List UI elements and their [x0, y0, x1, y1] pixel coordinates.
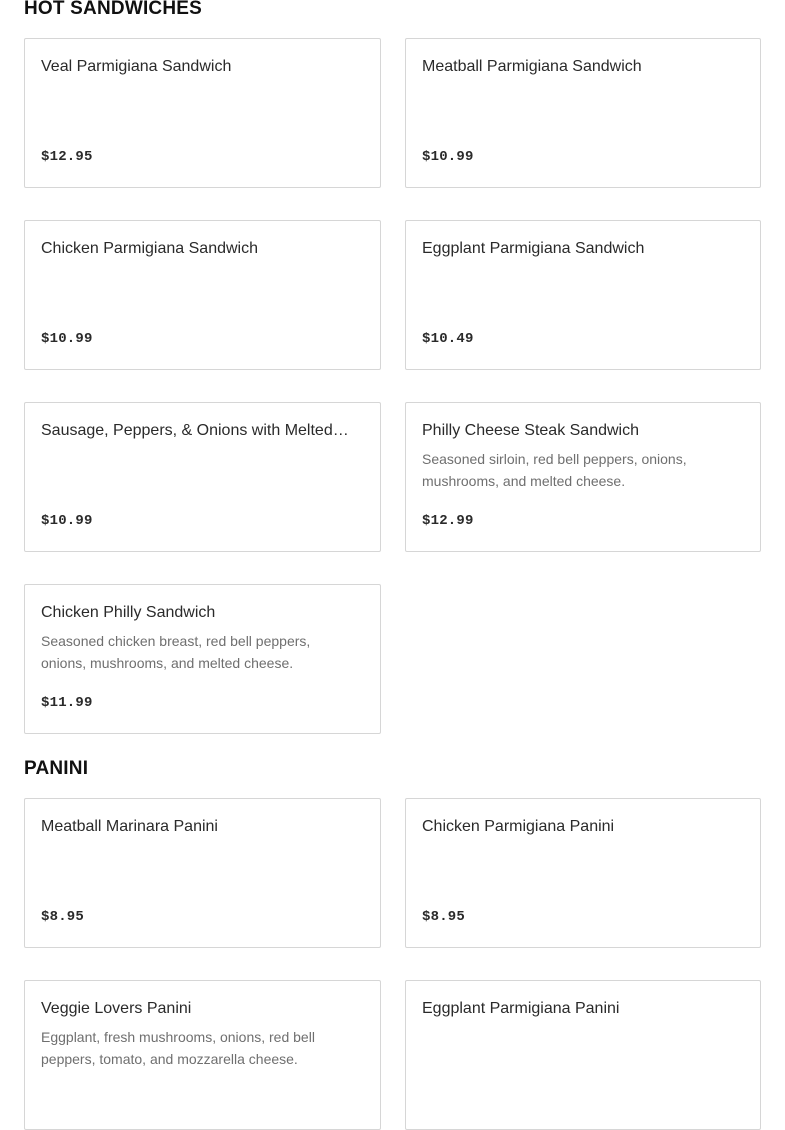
menu-item-name: Sausage, Peppers, & Onions with Melted…: [41, 422, 349, 439]
menu-item-card[interactable]: [24, 798, 381, 948]
menu-item-name: Meatball Parmigiana Sandwich: [422, 58, 642, 75]
menu-item-description: Seasoned chicken breast, red bell peppers, onions, mushrooms, and melted cheese.: [41, 633, 311, 671]
menu-item-description: Seasoned sirloin, red bell peppers, onions, mushrooms, and melted cheese.: [422, 451, 687, 489]
menu-item-price: $10.49: [422, 331, 474, 347]
menu-item-card[interactable]: [24, 980, 381, 1130]
menu-item-name: Meatball Marinara Panini: [41, 818, 218, 835]
menu-item-card[interactable]: [24, 38, 381, 188]
menu-item-description: Eggplant, fresh mushrooms, onions, red bell peppers, tomato, and mozzarella cheese.: [41, 1029, 315, 1067]
menu-item-card[interactable]: [405, 980, 761, 1130]
menu-item-price: $11.99: [41, 695, 93, 711]
menu-item-price: $10.99: [41, 513, 93, 529]
menu-grid-hot-sandwiches: [24, 38, 761, 734]
menu-item-name: Chicken Philly Sandwich: [41, 604, 216, 621]
menu-item-price: $8.95: [422, 909, 466, 925]
menu-item-price: $10.99: [41, 331, 93, 347]
menu-item-card[interactable]: [24, 220, 381, 370]
menu-item-card[interactable]: [24, 584, 381, 734]
menu-item-price: $10.99: [422, 149, 474, 165]
menu-item-name: Veal Parmigiana Sandwich: [41, 58, 232, 75]
menu-item-card[interactable]: [405, 402, 761, 552]
menu-item-name: Eggplant Parmigiana Sandwich: [422, 240, 645, 257]
menu-item-name: Veggie Lovers Panini: [41, 1000, 192, 1017]
section-title-hot-sandwiches: HOT SANDWICHES: [24, 0, 203, 19]
menu-item-card[interactable]: [405, 798, 761, 948]
section-title-panini: PANINI: [24, 758, 89, 779]
menu-item-card[interactable]: [24, 402, 381, 552]
menu-item-name: Chicken Parmigiana Sandwich: [41, 240, 258, 257]
menu-item-name: Eggplant Parmigiana Panini: [422, 1000, 620, 1017]
menu-item-name: Philly Cheese Steak Sandwich: [422, 422, 640, 439]
menu-item-name: Chicken Parmigiana Panini: [422, 818, 615, 835]
menu-item-card[interactable]: [405, 38, 761, 188]
menu-item-price: $12.95: [41, 149, 93, 165]
menu-item-card[interactable]: [405, 220, 761, 370]
menu-grid-panini: [24, 798, 761, 1130]
menu-item-price: $8.95: [41, 909, 85, 925]
menu-item-price: $12.99: [422, 513, 474, 529]
